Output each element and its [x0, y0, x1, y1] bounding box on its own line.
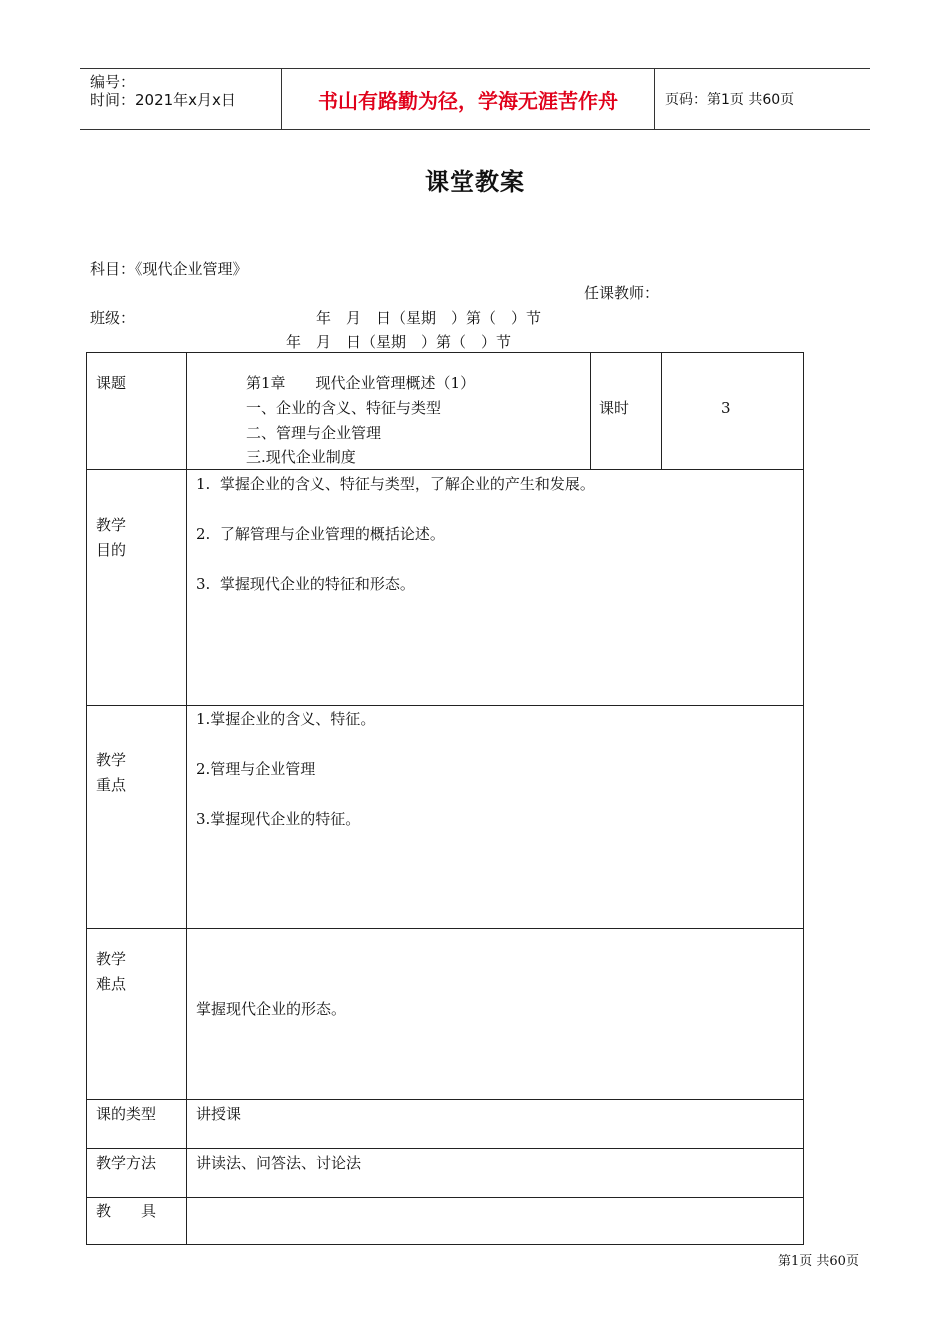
difficulty-text: 掌握现代企业的形态。: [196, 1000, 347, 1018]
method-label: 教学方法: [96, 1154, 157, 1172]
row-divider: [87, 928, 803, 929]
page-title: 课堂教案: [425, 168, 525, 196]
lesson-type-value: 讲授课: [196, 1105, 242, 1123]
keypoints-label: 重点: [96, 776, 127, 794]
topic-line: 第1章 现代企业管理概述（1）: [246, 374, 476, 392]
topic-label: 课题: [96, 374, 127, 392]
row-divider: [87, 1148, 803, 1149]
column-divider: [186, 353, 187, 1244]
row-divider: [87, 469, 803, 470]
method-value: 讲读法、问答法、讨论法: [196, 1154, 362, 1172]
topic-line: 二、管理与企业管理: [246, 424, 382, 442]
subject-line: 科目：《现代企业管理》: [90, 260, 248, 278]
topic-line: 三.现代企业制度: [246, 448, 356, 466]
difficulty-label: 教学: [96, 950, 127, 968]
document-number: 编号：: [90, 73, 136, 91]
hours-value: 3: [721, 399, 731, 417]
row-divider: [87, 1197, 803, 1198]
header-page-info: 页码：第1页 共60页: [665, 92, 795, 108]
lesson-type-label: 课的类型: [96, 1105, 157, 1123]
page-header: [80, 68, 870, 130]
page-footer: 第1页 共60页: [778, 1254, 859, 1269]
lesson-plan-table: [86, 352, 804, 1245]
teacher-line: 任课教师：: [584, 284, 660, 302]
row-divider: [87, 705, 803, 706]
objective-label: 教学: [96, 516, 127, 534]
document-date: 时间：2021年x月x日: [90, 91, 236, 109]
hours-label: 课时: [599, 399, 630, 417]
row-divider: [87, 1099, 803, 1100]
objective-item: 2. 了解管理与企业管理的概括论述。: [196, 525, 445, 543]
class-label: 班级：: [90, 309, 136, 327]
difficulty-label: 难点: [96, 975, 127, 993]
topic-line: 一、企业的含义、特征与类型: [246, 399, 442, 417]
header-meta: [80, 69, 280, 129]
date-line-1: 年 月 日（星期 ）第（ ）节: [316, 309, 542, 327]
objective-label: 目的: [96, 541, 127, 559]
objective-item: 1. 掌握企业的含义、特征与类型，了解企业的产生和发展。: [196, 475, 595, 493]
objective-item: 3. 掌握现代企业的特征和形态。: [196, 575, 415, 593]
date-line-2: 年 月 日（星期 ）第（ ）节: [286, 333, 512, 351]
header-motto: 书山有路勤为径，学海无涯苦作舟: [281, 69, 655, 129]
column-divider: [661, 353, 662, 469]
keypoint-item: 3.掌握现代企业的特征。: [196, 810, 361, 828]
column-divider: [590, 353, 591, 469]
keypoints-label: 教学: [96, 751, 127, 769]
keypoint-item: 1.掌握企业的含义、特征。: [196, 710, 376, 728]
keypoint-item: 2.管理与企业管理: [196, 760, 316, 778]
tools-label: 教 具: [96, 1202, 157, 1220]
